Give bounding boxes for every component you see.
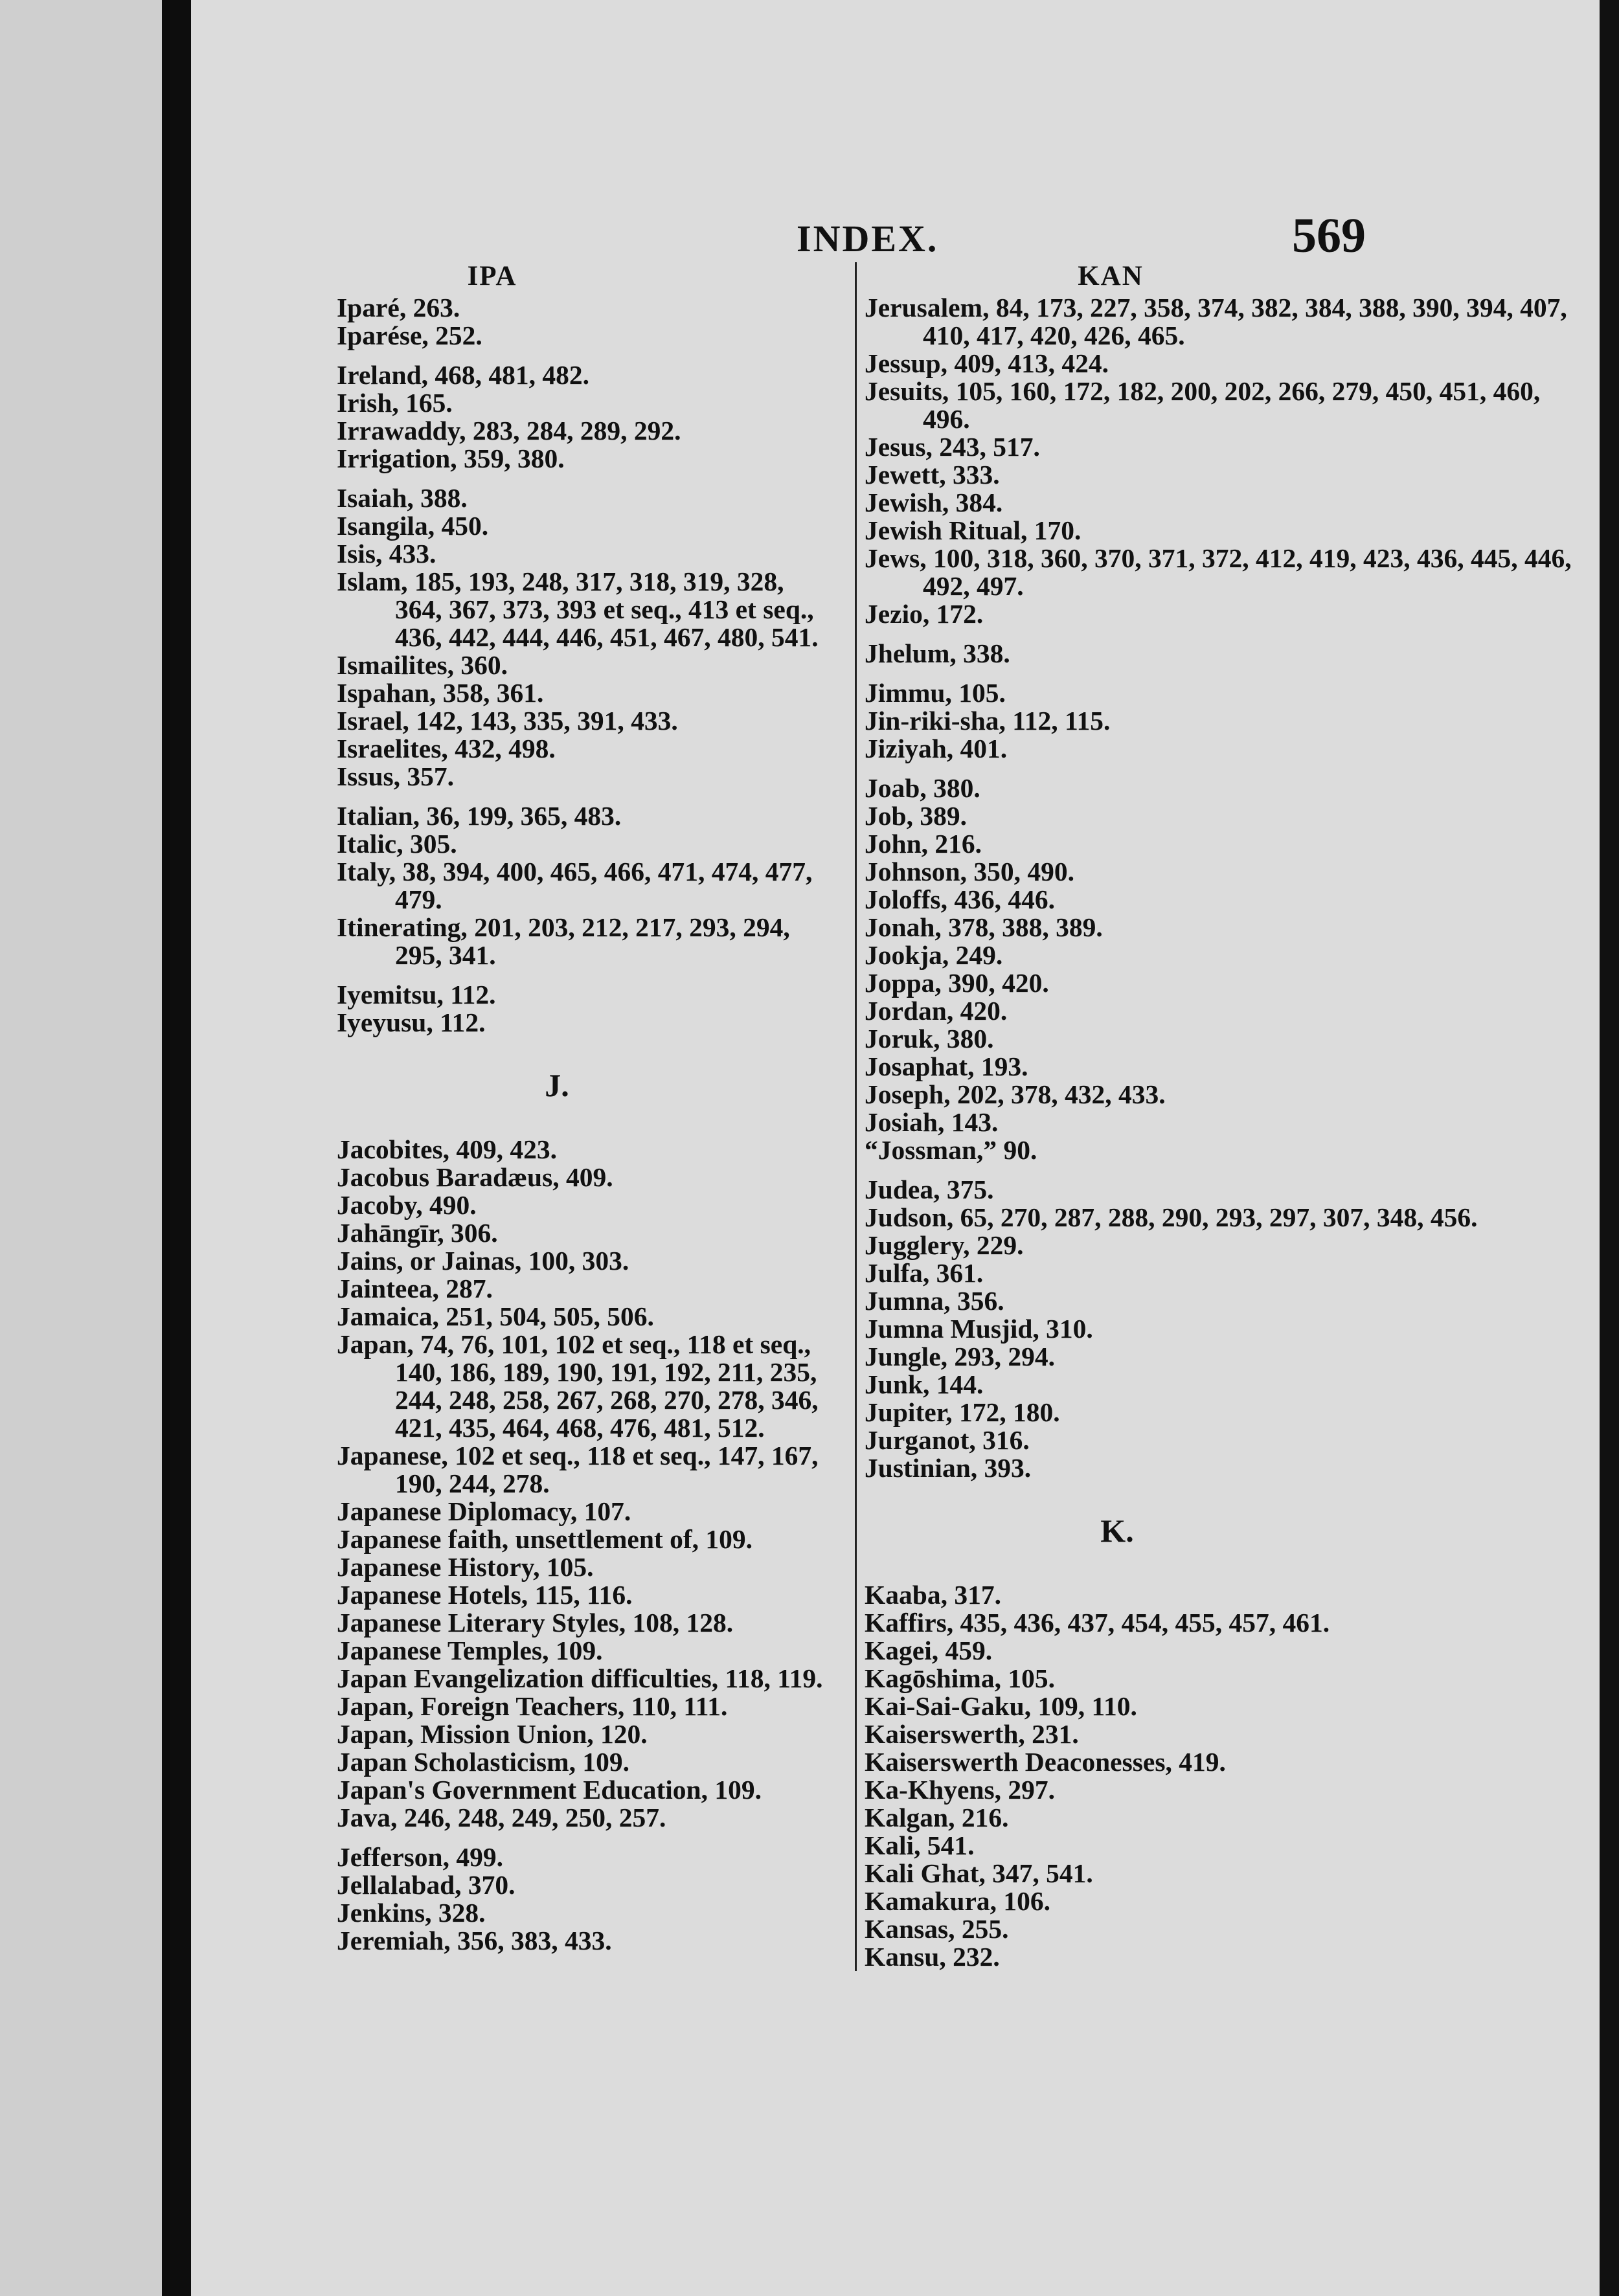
index-entry: Jahāngīr, 306. — [337, 1218, 498, 1248]
facing-page-edge — [0, 0, 162, 2296]
index-entry: Iparé, 263. — [337, 293, 460, 322]
index-entry: Isis, 433. — [337, 539, 436, 568]
page-number: 569 — [1292, 208, 1366, 263]
letter-heading-k: K. — [1100, 1513, 1134, 1549]
index-entry: Jacobus Baradæus, 409. — [337, 1162, 613, 1192]
index-entry: Jainteea, 287. — [337, 1274, 493, 1303]
index-entry: Kaaba, 317. — [865, 1580, 1001, 1610]
index-entry: Judson, 65, 270, 287, 288, 290, 293, 297, 307, 348, 456. — [865, 1202, 1478, 1232]
index-entry: Kaiserswerth, 231. — [865, 1719, 1079, 1749]
index-entry: Jordan, 420. — [865, 996, 1008, 1026]
index-entry: Iyemitsu, 112. — [337, 980, 496, 1009]
index-entry: Japanese Temples, 109. — [337, 1636, 603, 1665]
entry-list-k — [865, 1581, 1583, 1971]
index-entry: Joppa, 390, 420. — [865, 968, 1049, 998]
index-entry: Ispahan, 358, 361. — [337, 678, 544, 708]
index-entry: Jews, 100, 318, 360, 370, 371, 372, 412, 419, 423, 436, 445, 446, 492, 497. — [865, 543, 1572, 601]
index-entry: Irrigation, 359, 380. — [337, 444, 565, 473]
index-entry: Ka-Khyens, 297. — [865, 1775, 1055, 1805]
letter-heading-j: J. — [545, 1067, 569, 1103]
index-entry: Joab, 380. — [865, 773, 980, 803]
index-entry: Jugglery, 229. — [865, 1230, 1024, 1260]
index-entry: Kagei, 459. — [865, 1636, 993, 1665]
index-entry: Japanese, 102 et seq., 118 et seq., 147, 167, 190, 244, 278. — [337, 1441, 819, 1498]
index-entry: Jungle, 293, 294. — [865, 1342, 1055, 1371]
index-entry: Ireland, 468, 481, 482. — [337, 360, 590, 390]
index-entry: Japan's Government Education, 109. — [337, 1775, 762, 1805]
index-entry: Jellalabad, 370. — [337, 1870, 515, 1900]
index-entry: Jamaica, 251, 504, 505, 506. — [337, 1301, 654, 1331]
index-entry: Japan Evangelization difficulties, 118, 119. — [337, 1663, 823, 1693]
index-entry: Kai-Sai-Gaku, 109, 110. — [865, 1691, 1137, 1721]
index-entry: Jacobites, 409, 423. — [337, 1134, 558, 1164]
index-entry: Jefferson, 499. — [337, 1842, 504, 1872]
index-column-right — [855, 262, 1583, 1971]
index-entry: Josaphat, 193. — [865, 1052, 1028, 1081]
index-entry: “Jossman,” 90. — [865, 1135, 1037, 1165]
index-entry: Iparése, 252. — [337, 321, 482, 350]
index-entry: Japanese Literary Styles, 108, 128. — [337, 1608, 734, 1638]
index-entry: Junk, 144. — [865, 1369, 984, 1399]
index-entry: Jeremiah, 356, 383, 433. — [337, 1926, 612, 1955]
running-head — [191, 208, 1600, 269]
index-entry: Japan, Foreign Teachers, 110, 111. — [337, 1691, 728, 1721]
index-entry: Johnson, 350, 490. — [865, 857, 1075, 886]
index-entry: Kali Ghat, 347, 541. — [865, 1858, 1093, 1888]
index-entry: Israelites, 432, 498. — [337, 734, 556, 763]
index-entry: Jhelum, 338. — [865, 638, 1010, 668]
index-entry: Japan Scholasticism, 109. — [337, 1747, 629, 1777]
index-entry: Joseph, 202, 378, 432, 433. — [865, 1079, 1166, 1109]
index-page — [191, 0, 1600, 2296]
index-entry: Jumna Musjid, 310. — [865, 1314, 1093, 1344]
index-entry: Jimmu, 105. — [865, 678, 1006, 708]
index-entry: Jesus, 243, 517. — [865, 432, 1040, 462]
guide-word-left: IPA — [467, 261, 517, 291]
index-entry: Jerusalem, 84, 173, 227, 358, 374, 382, 384, 388, 390, 394, 407, 410, 417, 420, 426, 465. — [865, 293, 1567, 350]
entry-list-j — [337, 1136, 829, 1955]
running-title: INDEX. — [797, 218, 939, 260]
guide-word-right: KAN — [1078, 261, 1144, 291]
book-gutter — [162, 0, 191, 2296]
index-entry: Judea, 375. — [865, 1175, 994, 1204]
index-entry: Jewish, 384. — [865, 488, 1003, 517]
index-entry: Jenkins, 328. — [337, 1898, 486, 1928]
index-entry: Japan, Mission Union, 120. — [337, 1719, 648, 1749]
index-entry: Issus, 357. — [337, 761, 455, 791]
index-entry: Justinian, 393. — [865, 1453, 1032, 1483]
index-entry: Jessup, 409, 413, 424. — [865, 348, 1109, 378]
index-entry: Japanese History, 105. — [337, 1552, 594, 1582]
index-entry: Jiziyah, 401. — [865, 734, 1008, 763]
index-entry: Italy, 38, 394, 400, 465, 466, 471, 474, 477, 479. — [337, 857, 813, 914]
index-entry: Kansas, 255. — [865, 1914, 1009, 1944]
index-entry: Joruk, 380. — [865, 1024, 994, 1053]
index-entry: Jezio, 172. — [865, 599, 984, 629]
index-entry: Isangila, 450. — [337, 511, 489, 541]
index-entry: Kagōshima, 105. — [865, 1663, 1055, 1693]
index-entry: Kalgan, 216. — [865, 1803, 1009, 1832]
index-entry: Italic, 305. — [337, 829, 457, 859]
entry-list-j-continued — [865, 294, 1583, 1482]
index-entry: Japanese Diplomacy, 107. — [337, 1496, 631, 1526]
index-entry: Julfa, 361. — [865, 1258, 984, 1288]
index-entry: Jupiter, 172, 180. — [865, 1397, 1060, 1427]
index-entry: Kali, 541. — [865, 1830, 975, 1860]
index-entry: Kamakura, 106. — [865, 1886, 1051, 1916]
index-entry: Itinerating, 201, 203, 212, 217, 293, 294, 295, 341. — [337, 912, 790, 970]
index-entry: Jewish Ritual, 170. — [865, 515, 1081, 545]
index-column-left — [337, 262, 829, 1955]
index-entry: Islam, 185, 193, 248, 317, 318, 319, 328, 364, 367, 373, 393 et seq., 413 et seq., 436, 442, 444, 446, 451, 467, 480, 541. — [337, 567, 819, 652]
index-entry: John, 216. — [865, 829, 982, 859]
index-entry: Italian, 36, 199, 365, 483. — [337, 801, 622, 831]
index-entry: Irish, 165. — [337, 388, 453, 418]
index-entry: Japanese faith, unsettlement of, 109. — [337, 1524, 753, 1554]
index-entry: Josiah, 143. — [865, 1107, 999, 1137]
index-entry: Jumna, 356. — [865, 1286, 1004, 1316]
index-entry: Kaffirs, 435, 436, 437, 454, 455, 457, 461. — [865, 1608, 1330, 1638]
index-entry: Jains, or Jainas, 100, 303. — [337, 1246, 629, 1276]
index-entry: Jesuits, 105, 160, 172, 182, 200, 202, 266, 279, 450, 451, 460, 496. — [865, 376, 1541, 434]
index-entry: Jin-riki-sha, 112, 115. — [865, 706, 1111, 736]
index-entry: Joloffs, 436, 446. — [865, 884, 1055, 914]
index-entry: Jonah, 378, 388, 389. — [865, 912, 1103, 942]
index-entry: Jurganot, 316. — [865, 1425, 1030, 1455]
index-entry: Irrawaddy, 283, 284, 289, 292. — [337, 416, 681, 445]
index-entry: Jookja, 249. — [865, 940, 1003, 970]
index-entry: Isaiah, 388. — [337, 483, 468, 513]
index-entry: Jewett, 333. — [865, 460, 1000, 490]
index-entry: Israel, 142, 143, 335, 391, 433. — [337, 706, 678, 736]
index-entry: Ismailites, 360. — [337, 650, 508, 680]
index-entry: Iyeyusu, 112. — [337, 1007, 486, 1037]
index-entry: Japanese Hotels, 115, 116. — [337, 1580, 633, 1610]
index-entry: Kaiserswerth Deaconesses, 419. — [865, 1747, 1226, 1777]
index-entry: Kansu, 232. — [865, 1942, 1000, 1972]
index-entry: Jacoby, 490. — [337, 1190, 477, 1220]
entry-list-i — [337, 294, 829, 1037]
index-entry: Java, 246, 248, 249, 250, 257. — [337, 1803, 666, 1832]
index-entry: Job, 389. — [865, 801, 967, 831]
page-edge-shadow — [1600, 0, 1619, 2296]
index-entry: Japan, 74, 76, 101, 102 et seq., 118 et seq., 140, 186, 189, 190, 191, 192, 211, 235, 244, 248, 258, 267, 268, 270, 278, 346, 421, 435, 464, 468, 476, 481, 512. — [337, 1329, 819, 1443]
